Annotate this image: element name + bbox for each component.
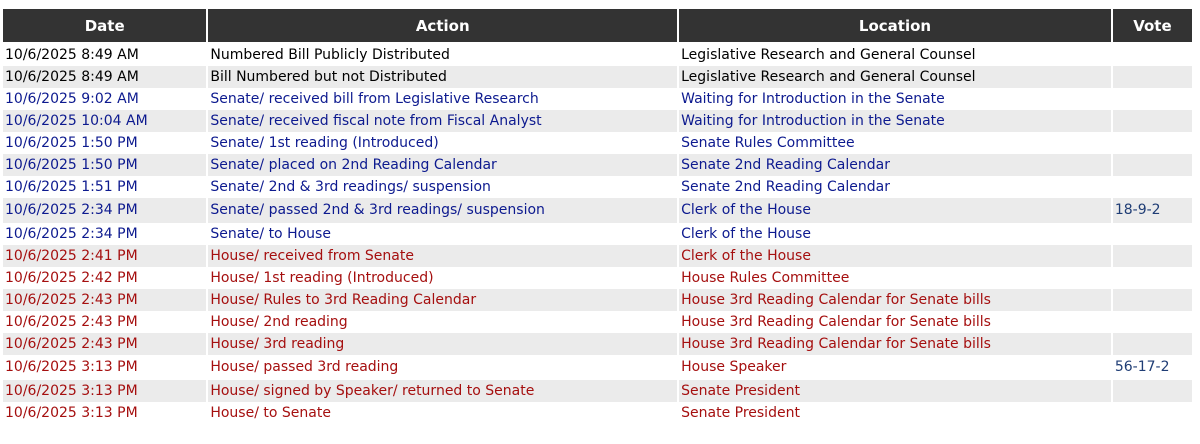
row-vote-link (1113, 267, 1192, 289)
row-location-cell: Senate President (679, 402, 1111, 424)
row-action-cell: Senate/ passed 2nd & 3rd readings/ suspension (208, 198, 677, 223)
table-row (3, 267, 1192, 289)
table-row (3, 355, 1192, 380)
row-vote-link (1113, 289, 1192, 311)
row-location-cell: House 3rd Reading Calendar for Senate bills (679, 333, 1111, 355)
row-location-cell: Senate 2nd Reading Calendar (679, 176, 1111, 198)
table-row (3, 198, 1192, 223)
row-date-cell: 10/6/2025 3:13 PM (3, 355, 206, 380)
bill-status-table-container (3, 9, 1192, 424)
row-action-cell: House/ to Senate (208, 402, 677, 424)
row-action-cell: Senate/ received bill from Legislative Research (208, 88, 677, 110)
row-vote-link (1113, 402, 1192, 424)
row-location-cell: Clerk of the House (679, 198, 1111, 223)
row-vote-link (1113, 88, 1192, 110)
row-vote-link (1113, 132, 1192, 154)
table-row (3, 333, 1192, 355)
row-action-cell: Senate/ placed on 2nd Reading Calendar (208, 154, 677, 176)
row-location-cell: Clerk of the House (679, 223, 1111, 245)
row-vote-link (1113, 44, 1192, 66)
row-action-cell: Senate/ 2nd & 3rd readings/ suspension (208, 176, 677, 198)
row-vote-link[interactable]: 18-9-2 (1113, 198, 1192, 223)
table-row (3, 245, 1192, 267)
row-action-cell: House/ 3rd reading (208, 333, 677, 355)
row-vote-link (1113, 333, 1192, 355)
table-row (3, 88, 1192, 110)
row-location-cell: Waiting for Introduction in the Senate (679, 110, 1111, 132)
row-action-cell: Senate/ received fiscal note from Fiscal Analyst (208, 110, 677, 132)
row-location-cell: Senate 2nd Reading Calendar (679, 154, 1111, 176)
table-row (3, 66, 1192, 88)
vote-column-header[interactable]: Vote (1113, 9, 1192, 44)
row-location-cell: Senate President (679, 380, 1111, 402)
row-location-cell: Legislative Research and General Counsel (679, 66, 1111, 88)
row-action-cell: Senate/ 1st reading (Introduced) (208, 132, 677, 154)
row-date-cell: 10/6/2025 1:51 PM (3, 176, 206, 198)
table-row (3, 154, 1192, 176)
row-action-cell: House/ received from Senate (208, 245, 677, 267)
row-vote-link (1113, 154, 1192, 176)
table-body (3, 44, 1192, 424)
table-row (3, 44, 1192, 66)
row-location-cell: House Speaker (679, 355, 1111, 380)
table-row (3, 176, 1192, 198)
header-row (3, 9, 1192, 44)
row-date-cell: 10/6/2025 1:50 PM (3, 132, 206, 154)
row-date-cell: 10/6/2025 1:50 PM (3, 154, 206, 176)
row-vote-link (1113, 380, 1192, 402)
table-header (3, 9, 1192, 44)
location-column-header[interactable]: Location (679, 9, 1111, 44)
row-date-cell: 10/6/2025 2:42 PM (3, 267, 206, 289)
table-row (3, 110, 1192, 132)
row-location-cell: Waiting for Introduction in the Senate (679, 88, 1111, 110)
row-action-cell: House/ Rules to 3rd Reading Calendar (208, 289, 677, 311)
row-date-cell: 10/6/2025 8:49 AM (3, 66, 206, 88)
row-location-cell: House Rules Committee (679, 267, 1111, 289)
table-row (3, 223, 1192, 245)
row-date-cell: 10/6/2025 2:34 PM (3, 198, 206, 223)
row-vote-link (1113, 66, 1192, 88)
row-location-cell: House 3rd Reading Calendar for Senate bills (679, 311, 1111, 333)
row-action-cell: House/ 2nd reading (208, 311, 677, 333)
date-column-header[interactable]: Date (3, 9, 206, 44)
row-date-cell: 10/6/2025 2:41 PM (3, 245, 206, 267)
row-action-cell: Senate/ to House (208, 223, 677, 245)
row-vote-link (1113, 176, 1192, 198)
row-date-cell: 10/6/2025 9:02 AM (3, 88, 206, 110)
row-date-cell: 10/6/2025 2:43 PM (3, 311, 206, 333)
row-date-cell: 10/6/2025 2:43 PM (3, 289, 206, 311)
table-row (3, 311, 1192, 333)
table-row (3, 402, 1192, 424)
row-date-cell: 10/6/2025 3:13 PM (3, 402, 206, 424)
table-row (3, 132, 1192, 154)
row-vote-link (1113, 311, 1192, 333)
row-action-cell: House/ passed 3rd reading (208, 355, 677, 380)
row-action-cell: Bill Numbered but not Distributed (208, 66, 677, 88)
row-vote-link[interactable]: 56-17-2 (1113, 355, 1192, 380)
row-date-cell: 10/6/2025 2:34 PM (3, 223, 206, 245)
row-vote-link (1113, 110, 1192, 132)
row-date-cell: 10/6/2025 10:04 AM (3, 110, 206, 132)
row-action-cell: Numbered Bill Publicly Distributed (208, 44, 677, 66)
row-vote-link (1113, 223, 1192, 245)
row-date-cell: 10/6/2025 2:43 PM (3, 333, 206, 355)
row-location-cell: Senate Rules Committee (679, 132, 1111, 154)
table-row (3, 289, 1192, 311)
row-action-cell: House/ signed by Speaker/ returned to Senate (208, 380, 677, 402)
row-location-cell: Legislative Research and General Counsel (679, 44, 1111, 66)
table-row (3, 380, 1192, 402)
row-location-cell: House 3rd Reading Calendar for Senate bills (679, 289, 1111, 311)
row-vote-link (1113, 245, 1192, 267)
bill-status-table (1, 9, 1194, 424)
action-column-header[interactable]: Action (208, 9, 677, 44)
row-date-cell: 10/6/2025 8:49 AM (3, 44, 206, 66)
row-date-cell: 10/6/2025 3:13 PM (3, 380, 206, 402)
row-action-cell: House/ 1st reading (Introduced) (208, 267, 677, 289)
row-location-cell: Clerk of the House (679, 245, 1111, 267)
